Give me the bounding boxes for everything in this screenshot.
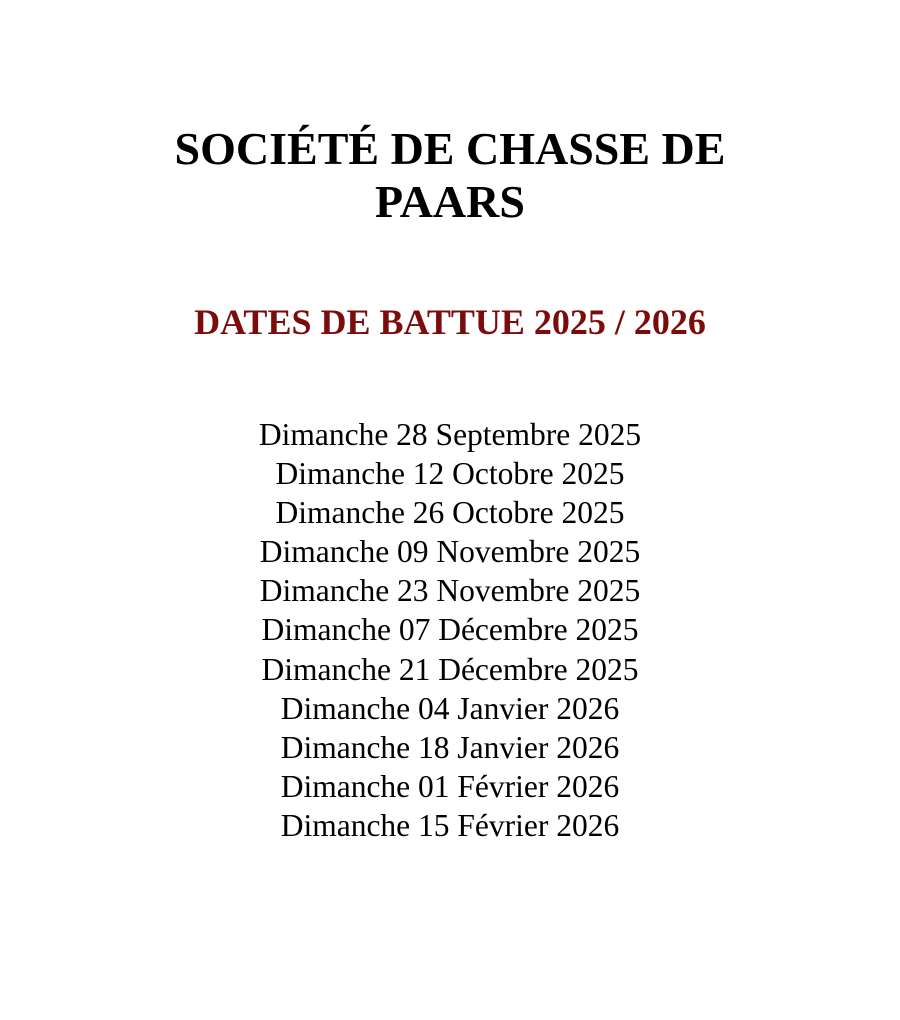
date-item: Dimanche 21 Décembre 2025 [261,651,639,687]
date-item: Dimanche 15 Février 2026 [280,807,620,843]
date-item: Dimanche 18 Janvier 2026 [280,729,620,765]
page-title [0,122,900,228]
date-item: Dimanche 01 Février 2026 [280,768,620,804]
date-item: Dimanche 26 Octobre 2025 [275,495,625,531]
title-line: SOCIÉTÉ DE CHASSE DE [174,123,726,174]
date-item: Dimanche 28 Septembre 2025 [258,417,642,452]
date-item: Dimanche 23 Novembre 2025 [259,573,641,609]
date-item: Dimanche 12 Octobre 2025 [275,456,625,492]
section-subtitle: DATES DE BATTUE 2025 / 2026 [194,302,706,342]
title-line: PAARS [375,176,525,227]
date-item: Dimanche 09 Novembre 2025 [259,534,641,570]
date-item: Dimanche 04 Janvier 2026 [280,690,620,726]
date-item: Dimanche 07 Décembre 2025 [261,612,639,648]
hunt-dates-list [0,415,900,845]
